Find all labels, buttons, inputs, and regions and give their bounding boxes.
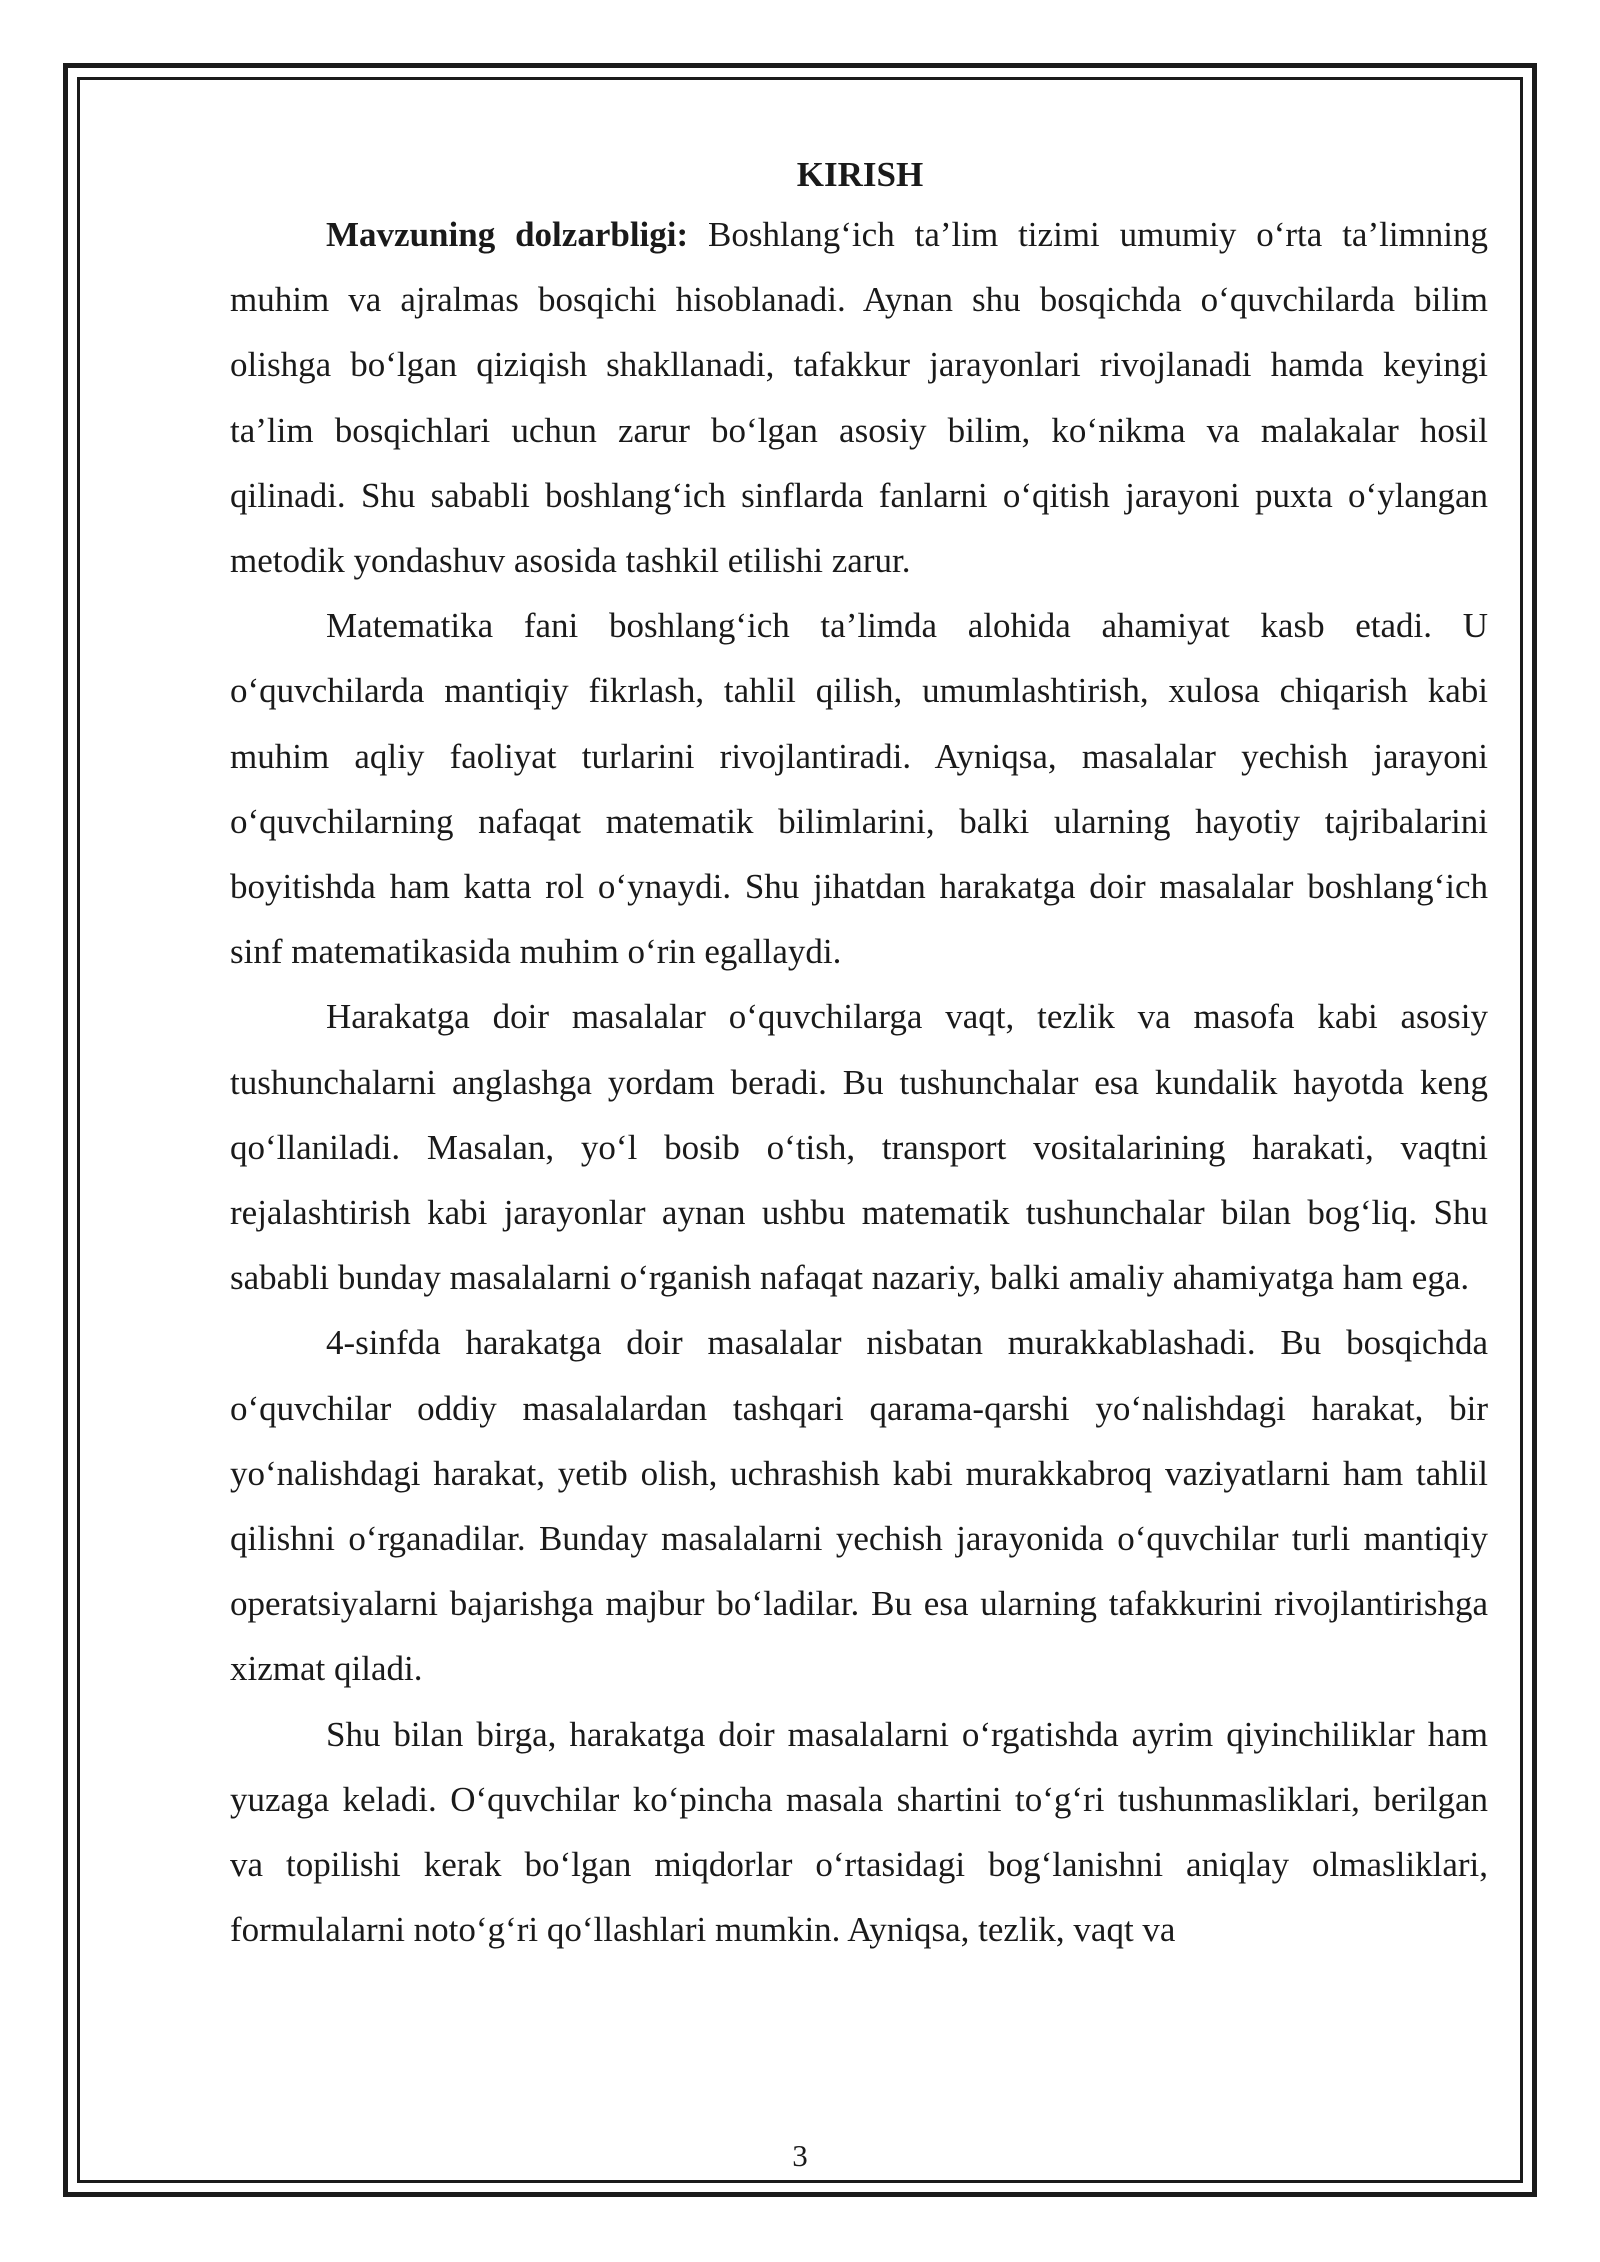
document-body — [230, 150, 1488, 1962]
page-number: 3 — [792, 2138, 808, 2173]
paragraph-motion-problems: Harakatga doir masalalar o‘quvchilarga vaqt, tezlik va masofa kabi asosiy tushunchalarni anglashga yordam beradi. Bu tushunchalar esa kundalik hayotda keng qo‘llaniladi. Masalan, yo‘l bosib o‘tish, transport vositalarining harakati, vaqtni rejalashtirish kabi jarayonlar aynan ushbu matematik tushunchalar bilan bog‘liq. Shu sababli bunday masalalarni o‘rganish nafaqat nazariy, balki amaliy ahamiyatga ham ega. — [230, 997, 1488, 1298]
paragraph-grade-4: 4-sinfda harakatga doir masalalar nisbatan murakkablashadi. Bu bosqichda o‘quvchilar oddiy masalalardan tashqari qarama-qarshi yo‘nalishdagi harakat, bir yo‘nalishdagi harakat, yetib olish, uchrashish kabi murakkabroq vaziyatlarni ham tahlil qilishni o‘rganadilar. Bunday masalalarni yechish jarayonida o‘quvchilar turli mantiqiy operatsiyalarni bajarishga majbur bo‘ladilar. Bu esa ularning tafakkurini rivojlantirishga xizmat qiladi. — [230, 1323, 1488, 1689]
paragraph-relevance — [230, 202, 1488, 593]
section-title: KIRISH — [796, 155, 924, 194]
paragraph-mathematics: Matematika fani boshlang‘ich ta’limda alohida ahamiyat kasb etadi. U o‘quvchilarda mantiqiy fikrlash, tahlil qilish, umumlashtirish, xulosa chiqarish kabi muhim aqliy faoliyat turlarini rivojlantiradi. Ayniqsa, masalalar yechish jarayoni o‘quvchilarning nafaqat matematik bilimlarini, balki ularning hayotiy tajribalarini boyitishda ham katta rol o‘ynaydi. Shu jihatdan harakatga doir masalalar boshlang‘ich sinf matematikasida muhim o‘rin egallaydi. — [230, 606, 1488, 972]
paragraph-lead-label: Mavzuning dolzarbligi: — [326, 215, 689, 254]
paragraph-difficulties: Shu bilan birga, harakatga doir masalalarni o‘rgatishda ayrim qiyinchiliklar ham yuzaga keladi. O‘quvchilar ko‘pincha masala shartini to‘g‘ri tushunmasliklari, berilgan va topilishi kerak bo‘lgan miqdorlar o‘rtasidagi bog‘lanishni aniqlay olmasliklari, formulalarni noto‘g‘ri qo‘llashlari mumkin. Ayniqsa, tezlik, vaqt va — [230, 1714, 1488, 1950]
paragraph-text: Boshlang‘ich ta’lim tizimi umumiy o‘rta ta’limning muhim va ajralmas bosqichi hisoblanadi. Aynan shu bosqichda o‘quvchilarda bilim olishga bo‘lgan qiziqish shakllanadi, tafakkur jarayonlari rivojlanadi hamda keyingi ta’lim bosqichlari uchun zarur bo‘lgan asosiy bilim, ko‘nikma va malakalar hosil qilinadi. Shu sababli boshlang‘ich sinflarda fanlarni o‘qitish jarayoni puxta o‘ylangan metodik yondashuv asosida tashkil etilishi zarur. — [230, 215, 1488, 581]
